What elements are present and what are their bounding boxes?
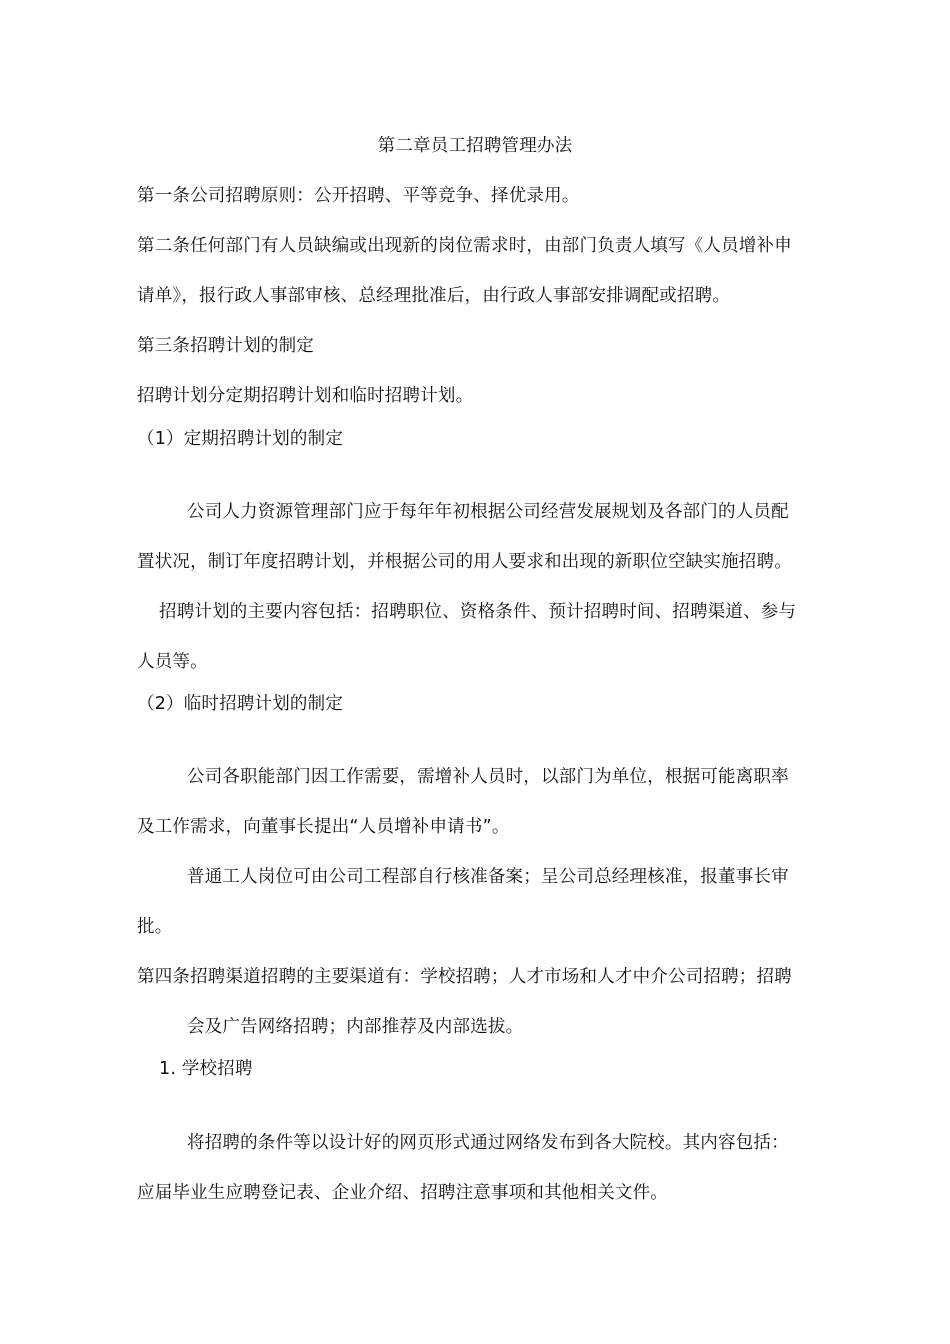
document-title: 第二章员工招聘管理办法	[377, 136, 573, 156]
article-2-line-1: 第二条任何部门有人员缺编或出现新的岗位需求时，由部门负责人填写《人员增补申	[137, 236, 792, 256]
section-1-para-2-line-2: 人员等。	[137, 652, 208, 672]
section-2-para-1-line-2: 及工作需求，向董事长提出“人员增补申请书”。	[137, 817, 510, 837]
article-2-line-2: 请单》，报行政人事部审核、总经理批准后，由行政人事部安排调配或招聘。	[137, 286, 731, 306]
section-1-para-2-line-1: 招聘计划的主要内容包括：招聘职位、资格条件、预计招聘时间、招聘渠道、参与	[159, 602, 797, 622]
subsection-school-line-1: 将招聘的条件等以设计好的网页形式通过网络发布到各大院校。其内容包括：	[187, 1133, 789, 1153]
section-2-para-2-line-1: 普通工人岗位可由公司工程部自行核准备案；呈公司总经理核准，报董事长审	[187, 867, 789, 887]
article-3-heading: 第三条招聘计划的制定	[137, 336, 314, 356]
section-2-para-2-line-2: 批。	[137, 917, 173, 937]
section-1-heading: （1）定期招聘计划的制定	[137, 429, 344, 449]
section-1-para-1-line-1: 公司人力资源管理部门应于每年年初根据公司经营发展规划及各部门的人员配	[187, 502, 789, 522]
article-4-line-1: 第四条招聘渠道招聘的主要渠道有：学校招聘；人才市场和人才中介公司招聘；招聘	[137, 967, 792, 987]
subsection-school-heading: 1. 学校招聘	[159, 1059, 253, 1079]
section-1-para-1-line-2: 置状况，制订年度招聘计划，并根据公司的用人要求和出现的新职位空缺实施招聘。	[137, 552, 792, 572]
article-1-text: 第一条公司招聘原则：公开招聘、平等竞争、择优录用。	[137, 186, 580, 206]
article-3-intro: 招聘计划分定期招聘计划和临时招聘计划。	[137, 386, 474, 406]
subsection-school-line-2: 应届毕业生应聘登记表、企业介绍、招聘注意事项和其他相关文件。	[137, 1183, 668, 1203]
article-4-line-2: 会及广告网络招聘；内部推荐及内部选拔。	[187, 1017, 524, 1037]
section-2-heading: （2）临时招聘计划的制定	[137, 694, 344, 714]
section-2-para-1-line-1: 公司各职能部门因工作需要，需增补人员时，以部门为单位，根据可能离职率	[187, 767, 789, 787]
